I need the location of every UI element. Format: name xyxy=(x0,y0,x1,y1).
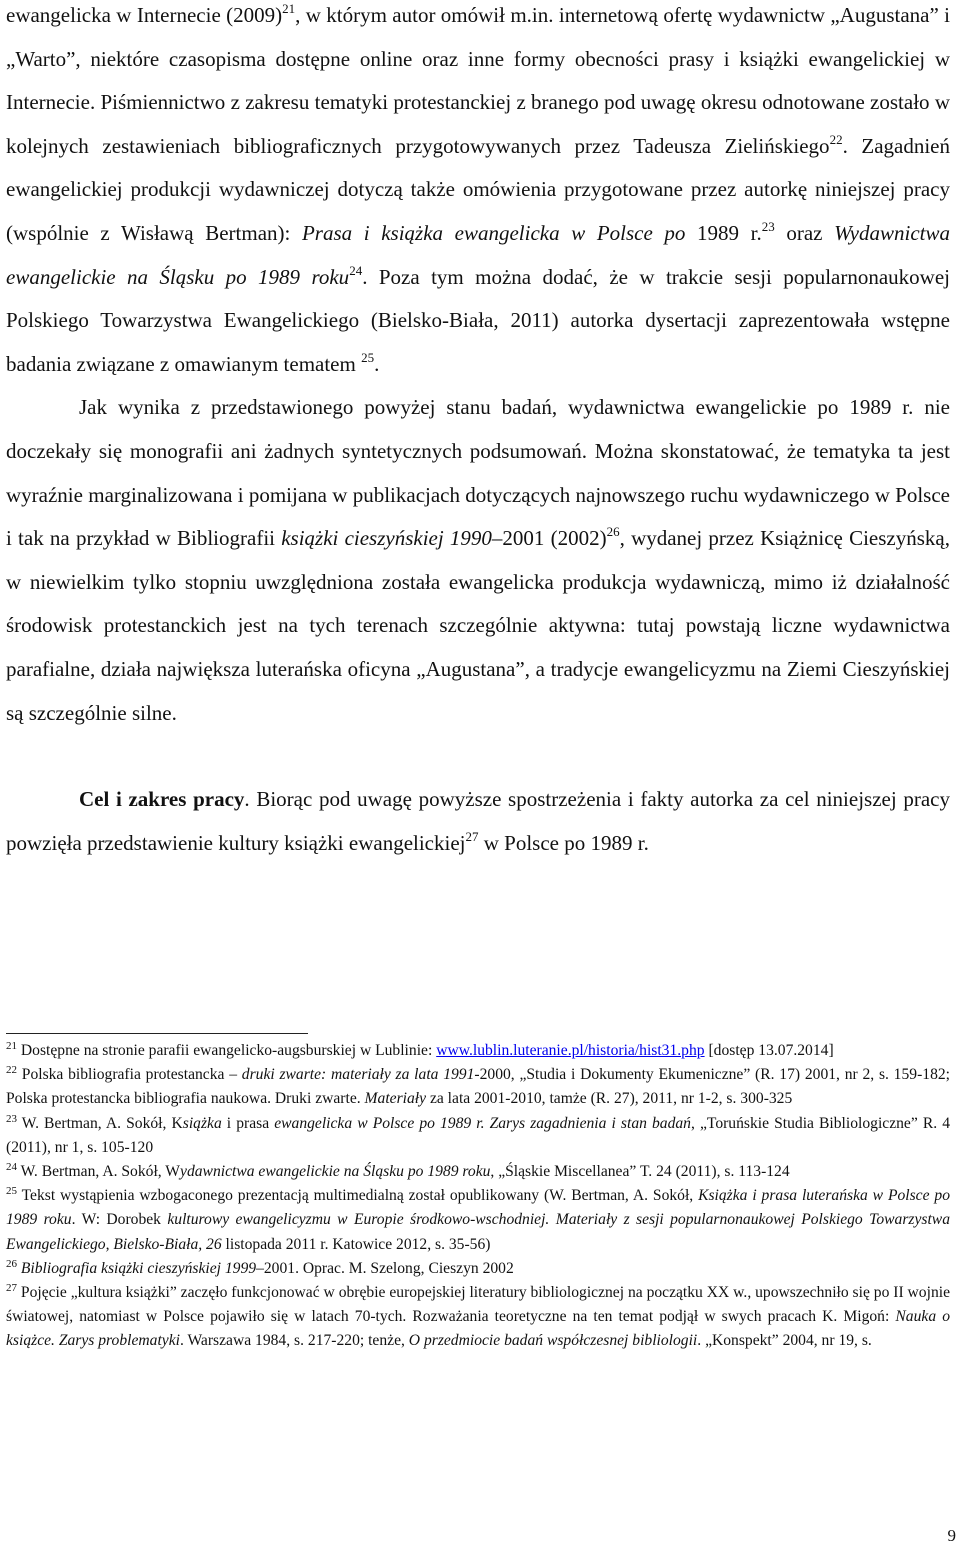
italic-text: Książka i prasa luterańska w Polsce po 1989 roku xyxy=(6,1187,951,1229)
italic-text: Bibliografia książki cieszyńskiej 1999 xyxy=(17,1259,257,1277)
footnote-number: 22 xyxy=(6,1064,17,1077)
footnote-link[interactable]: www.lublin.luteranie.pl/historia/hist31.php xyxy=(436,1042,705,1059)
text: Pojęcie „kultura książki” zaczęło funkcjonować w obrębie europejskiej literatury bibliologicznej na początku XX w., upowszechniło się po II wojnie światowej, natomiast w Polsce pojawiło się w latach 70-tych. Rozważania teoretyczne na ten temat podjął w swych pracach K. Migoń: xyxy=(6,1284,950,1326)
footnote-number: 21 xyxy=(6,1040,17,1052)
text: za lata 2001-2010, tamże (R. 27), 2011, nr 1-2, s. 300-325 xyxy=(426,1090,793,1108)
text: ewangelicka w Internecie (2009) xyxy=(6,3,283,27)
text: W. Bertman, A. Sokół, W xyxy=(17,1163,181,1181)
text: , „Śląskie Miscellanea” T. 24 (2011), s. 113-124 xyxy=(490,1163,790,1181)
footnote-23 xyxy=(6,1112,950,1160)
footnote-ref-27[interactable]: 27 xyxy=(465,828,479,844)
footnote-ref-24[interactable]: 24 xyxy=(349,262,363,278)
italic-title: Prasa i książka ewangelicka w Polsce po xyxy=(301,220,686,245)
italic-text: ewangelicka w Polsce po 1989 r. Zarys zagadnienia i stan badań xyxy=(274,1114,691,1132)
footnotes xyxy=(6,1039,950,1354)
text: Polska bibliografia protestancka – xyxy=(17,1066,242,1084)
footnote-26 xyxy=(6,1257,950,1281)
section-heading-inline: Cel i zakres pracy xyxy=(79,787,245,812)
footnote-number: 25 xyxy=(6,1185,17,1198)
text: oraz xyxy=(774,220,835,245)
footnote-ref-25[interactable]: 25 xyxy=(361,349,375,365)
text: . W: Dorobek xyxy=(71,1211,168,1229)
paragraph-state-of-research xyxy=(6,0,950,386)
footnote-number: 27 xyxy=(6,1282,17,1295)
italic-title: Wydawnictwa ewangelickie na Śląsku po 1989 roku xyxy=(6,220,950,289)
text: –2001. Oprac. M. Szelong, Cieszyn 2002 xyxy=(256,1259,514,1277)
footnote-22 xyxy=(6,1063,950,1111)
text: listopada 2011 r. Katowice 2012, s. 35-56) xyxy=(221,1235,491,1253)
text: -2000, „Studia i Dokumenty Ekumeniczne” (R. 17) 2001, nr 2, s. 159-182; Polska protestancka bibliografia naukowa. Druki zwarte. xyxy=(6,1066,950,1108)
text: . Poza tym można dodać, że w trakcie sesji popularnonaukowej Polskiego Towarzystwa Ewangelickiego (Bielsko-Biała, 2011) autorka dysertacji zaprezentowała wstępne badania związane z omawianym tematem xyxy=(6,264,950,376)
text: w Polsce po 1989 r. xyxy=(478,830,649,855)
italic-text: kulturowy ewangelicyzmu w Europie środkowo-wschodniej. Materiały z sesji popularnonaukowej Polskiego Towarzystwa Ewangelickiego, Bielsko-Biała, 26 xyxy=(6,1211,950,1253)
italic-title: książki cieszyńskiej 1990 xyxy=(281,526,492,551)
footnote-ref-26[interactable]: 26 xyxy=(606,524,620,540)
text: , w którym autor omówił m.in. internetową ofertę wydawnictw „Augustana” i „Warto”, niektóre czasopisma dostępne online oraz inne formy obecności prasy i książki ewangelickiej w Internecie. Piśmiennictwo z zakresu tematyki protestanckiej z branego pod uwagę okresu odnotowane zostało w kolejnych zestawieniach bibliograficznych przygotowywanych przez Tadeusza Zielińskiego xyxy=(6,3,951,158)
text: 1989 r. xyxy=(685,220,762,245)
footnote-separator xyxy=(6,1033,308,1034)
footnote-number: 23 xyxy=(6,1112,17,1125)
footnote-25 xyxy=(6,1184,950,1257)
paragraph-conclusion xyxy=(6,386,950,735)
text: Dostępne na stronie parafii ewangelicko-augsburskiej w Lublinie: xyxy=(17,1042,437,1059)
text: i prasa xyxy=(221,1114,275,1132)
paragraph-aim-and-scope xyxy=(6,778,950,865)
text: . Warszawa 1984, s. 217-220; tenże, xyxy=(179,1332,409,1350)
text: , „Toruńskie Studia Bibliologiczne” R. 4 (2011), nr 1, s. 105-120 xyxy=(6,1114,951,1156)
footnote-27 xyxy=(6,1281,950,1354)
text: W. Bertman, A. Sokół, K xyxy=(17,1114,183,1132)
text: Jak wynika z przedstawionego powyżej stanu badań, wydawnictwa ewangelickie po 1989 r. nie doczekały się monografii ani żadnych syntetycznych podsumowań. Można skonstatować, że tematyka ta jest wyraźnie marginalizowana i pomijana w publikacjach dotyczących najnowszego ruchu wydawniczego w Polsce i tak na przykład w Bibliografii xyxy=(6,395,950,551)
text: , wydanej przez Książnicę Cieszyńską, w niewielkim tylko stopniu uwzględniona została ewangelicka produkcja wydawniczą, mimo iż działalność środowisk protestanckich jest na tych terenach szczególnie aktywna: tutaj powstają liczne wydawnictwa parafialne, działa największa luterańska oficyna „Augustana”, a tradycje ewangelicyzmu na Ziemi Cieszyńskiej są szczególnie silne. xyxy=(6,526,950,725)
italic-text: Nauka o książce. Zarys problematyki xyxy=(6,1308,950,1350)
italic-text: siążka xyxy=(182,1114,222,1132)
italic-text: ydawnictwa ewangelickie na Śląsku po 1989 roku xyxy=(180,1163,491,1181)
italic-text: Materiały xyxy=(364,1090,427,1108)
footnote-number: 24 xyxy=(6,1161,17,1174)
italic-text: O przedmiocie badań współczesnej bibliologii xyxy=(408,1332,698,1350)
text: Tekst wystąpienia wzbogaconego prezentacją multimedialną został opublikowany (W. Bertman, A. Sokół, xyxy=(17,1187,699,1205)
text: –2001 (2002) xyxy=(491,526,607,551)
footnote-24 xyxy=(6,1160,950,1184)
footnote-number: 26 xyxy=(6,1257,17,1270)
text: [dostęp 13.07.2014] xyxy=(704,1042,834,1059)
text: . Biorąc pod uwagę powyższe spostrzeżenia i fakty autorka za cel niniejszej pracy powzięła przedstawienie kultury książki ewangelickiej xyxy=(6,787,950,855)
footnote-21 xyxy=(6,1039,950,1063)
footnote-ref-22[interactable]: 22 xyxy=(829,131,843,147)
text: . „Konspekt” 2004, nr 19, s. xyxy=(697,1332,872,1350)
paragraph-gap xyxy=(6,735,950,778)
text: . Zagadnień ewangelickiej produkcji wydawniczej dotyczą także omówienia przygotowane przez autorkę niniejszej pracy (wspólnie z Wisławą Bertman): xyxy=(6,133,950,245)
footnote-ref-21[interactable]: 21 xyxy=(282,1,296,16)
footnote-ref-23[interactable]: 23 xyxy=(761,218,775,234)
text: . xyxy=(374,351,380,376)
page-number: 9 xyxy=(947,1526,956,1545)
italic-text: druki zwarte: materiały za lata 1991 xyxy=(241,1066,475,1084)
main-text xyxy=(6,0,950,865)
